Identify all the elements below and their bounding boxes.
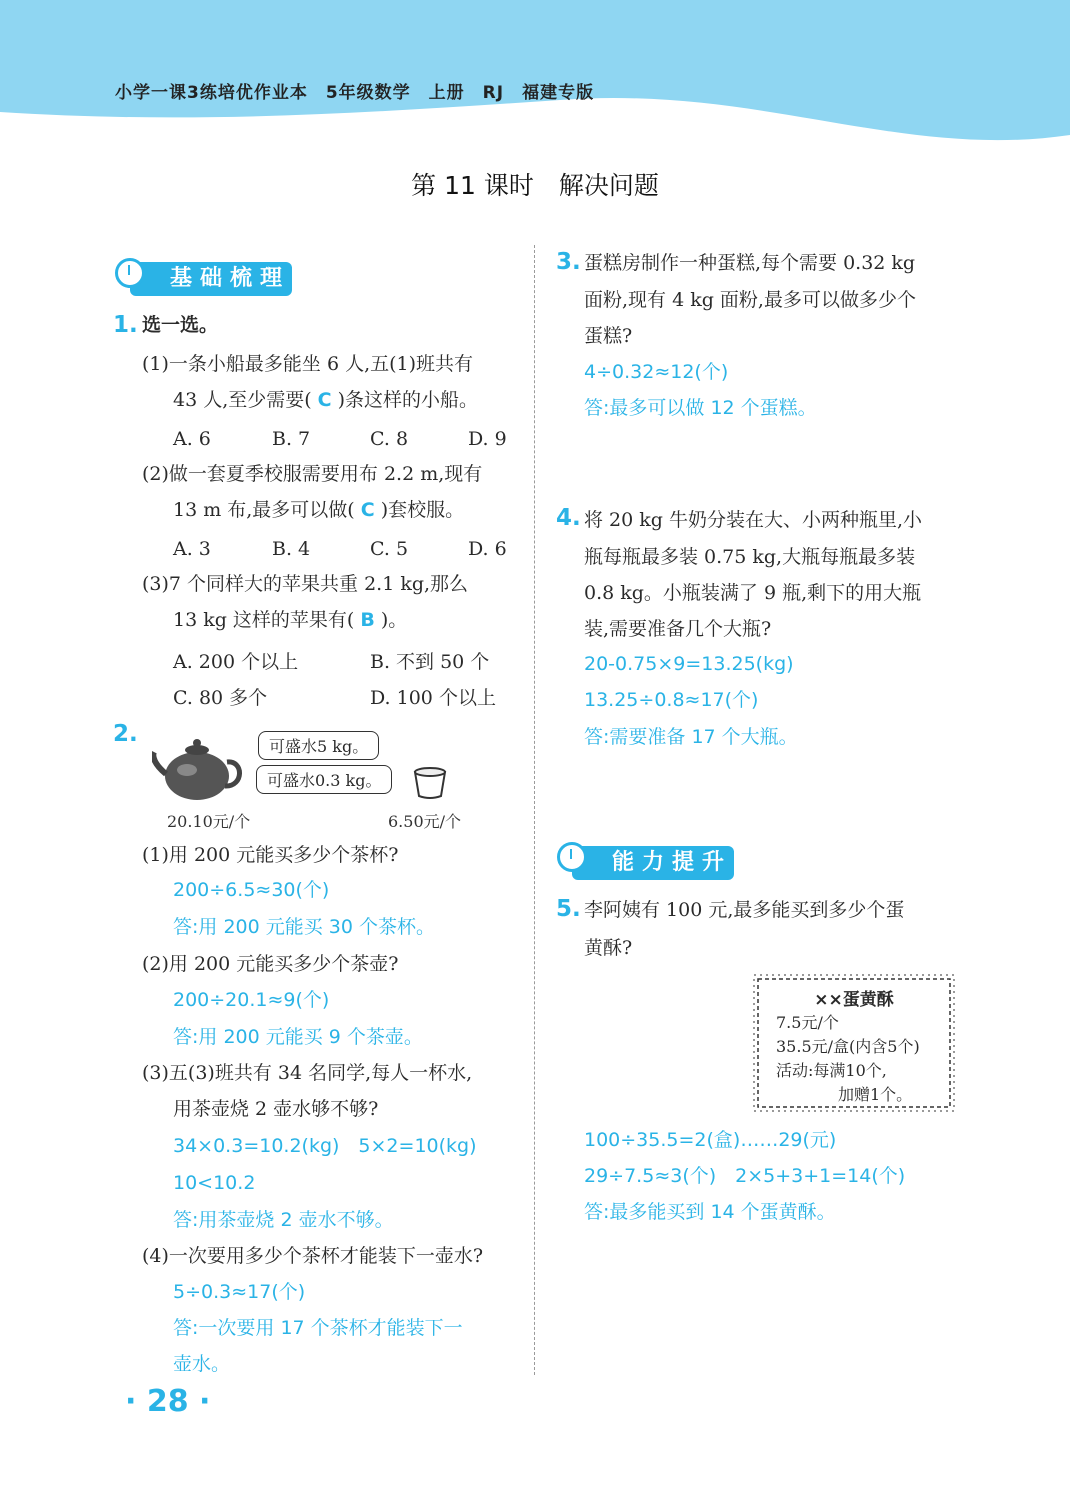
stamp-promo-bonus: 加赠1个。 — [838, 1085, 913, 1104]
option: D. 6 — [468, 538, 507, 560]
option: C. 80 多个 — [173, 687, 268, 709]
option: C. 5 — [370, 538, 409, 560]
q3-line3: 蛋糕? — [584, 325, 633, 347]
teapot-capacity-bubble: 可盛水5 kg。 — [258, 731, 379, 760]
clock-icon — [115, 258, 145, 288]
section-badge-advanced: 能力提升 — [572, 846, 734, 880]
question-number: 3. — [556, 249, 581, 275]
q5-line2: 黄酥? — [584, 937, 633, 959]
stamp-title: ××蛋黄酥 — [814, 990, 894, 1010]
q4-calc2: 13.25÷0.8≈17(个) — [584, 689, 759, 711]
stamp-unit-price: 7.5元/个 — [776, 1013, 839, 1032]
teapot-price: 20.10元/个 — [167, 812, 251, 831]
q2-3-answer: 答:用茶壶烧 2 壶水不够。 — [173, 1209, 394, 1231]
q1-2-line1: (2)做一套夏季校服需要用布 2.2 m,现有 — [142, 463, 483, 485]
q2-2-question: (2)用 200 元能买多少个茶壶? — [142, 953, 399, 975]
q1-1-line1: (1)一条小船最多能坐 6 人,五(1)班共有 — [142, 353, 474, 375]
q4-answer: 答:需要准备 17 个大瓶。 — [584, 726, 798, 748]
q2-2-answer: 答:用 200 元能买 9 个茶壶。 — [173, 1026, 423, 1048]
option: B. 4 — [272, 538, 311, 560]
q5-calc1: 100÷35.5=2(盒)……29(元) — [584, 1129, 837, 1151]
q1-2-line2: 13 m 布,最多可以做( C )套校服。 — [173, 499, 465, 521]
q2-3-line2: 用茶壶烧 2 壶水够不够? — [173, 1098, 379, 1120]
option: D. 9 — [468, 428, 507, 450]
q3-calc: 4÷0.32≈12(个) — [584, 361, 729, 383]
question-number: 5. — [556, 896, 581, 922]
option: D. 100 个以上 — [370, 687, 496, 709]
option: A. 200 个以上 — [173, 651, 299, 673]
q5-line1: 李阿姨有 100 元,最多能买到多少个蛋 — [584, 899, 905, 921]
option: C. 8 — [370, 428, 409, 450]
q3-line2: 面粉,现有 4 kg 面粉,最多可以做多少个 — [584, 289, 916, 311]
question-number: 2. — [113, 721, 138, 747]
answer-choice: B — [360, 609, 375, 631]
teapot-icon — [152, 732, 247, 808]
q5-calc2: 29÷7.5≈3(个) 2×5+3+1=14(个) — [584, 1165, 906, 1187]
teacup-icon — [412, 766, 448, 804]
q4-calc1: 20-0.75×9=13.25(kg) — [584, 653, 794, 675]
q1-1-line2: 43 人,至少需要( C )条这样的小船。 — [173, 389, 479, 411]
stamp-promo: 活动:每满10个, — [776, 1061, 887, 1080]
clock-icon — [557, 842, 587, 872]
question-number: 1. — [113, 312, 138, 338]
q4-line4: 装,需要准备几个大瓶? — [584, 618, 772, 640]
q2-3-line1: (3)五(3)班共有 34 名同学,每人一杯水, — [142, 1062, 473, 1084]
column-divider — [534, 245, 535, 1375]
cup-capacity-bubble: 可盛水0.3 kg。 — [256, 765, 392, 794]
page-number: · 28 · — [125, 1384, 211, 1419]
answer-choice: C — [360, 499, 375, 521]
q3-line1: 蛋糕房制作一种蛋糕,每个需要 0.32 kg — [584, 252, 916, 274]
option: A. 6 — [173, 428, 211, 450]
q2-4-answer-line2: 壶水。 — [173, 1353, 231, 1375]
stamp-box-price: 35.5元/盒(内含5个) — [776, 1037, 920, 1056]
option: A. 3 — [173, 538, 211, 560]
q2-1-answer: 答:用 200 元能买 30 个茶杯。 — [173, 916, 436, 938]
q2-1-question: (1)用 200 元能买多少个茶杯? — [142, 844, 399, 866]
price-tag-stamp — [752, 973, 956, 1113]
option: B. 7 — [272, 428, 311, 450]
q2-3-calc2: 10<10.2 — [173, 1172, 256, 1194]
series-title: 小学一课3练培优作业本 5年级数学 上册 RJ 福建专版 — [115, 83, 595, 103]
q2-3-calc1: 34×0.3=10.2(kg) 5×2=10(kg) — [173, 1135, 477, 1157]
q2-1-calc: 200÷6.5≈30(个) — [173, 879, 330, 901]
option: B. 不到 50 个 — [370, 651, 490, 673]
q1-3-line1: (3)7 个同样大的苹果共重 2.1 kg,那么 — [142, 573, 469, 595]
q2-4-calc: 5÷0.3≈17(个) — [173, 1281, 306, 1303]
question-number: 4. — [556, 505, 581, 531]
q2-2-calc: 200÷20.1≈9(个) — [173, 989, 330, 1011]
q3-answer: 答:最多可以做 12 个蛋糕。 — [584, 397, 817, 419]
question-title: 选一选。 — [142, 314, 219, 336]
section-badge-basic: 基础梳理 — [130, 262, 292, 296]
q4-line1: 将 20 kg 牛奶分装在大、小两种瓶里,小 — [584, 509, 923, 531]
q2-4-question: (4)一次要用多少个茶杯才能装下一壶水? — [142, 1245, 484, 1267]
cup-price: 6.50元/个 — [388, 812, 462, 831]
q2-4-answer-line1: 答:一次要用 17 个茶杯才能装下一 — [173, 1317, 463, 1339]
q5-answer: 答:最多能买到 14 个蛋黄酥。 — [584, 1201, 836, 1223]
q1-3-line2: 13 kg 这样的苹果有( B )。 — [173, 609, 408, 631]
q4-line2: 瓶每瓶最多装 0.75 kg,大瓶每瓶最多装 — [584, 546, 916, 568]
answer-choice: C — [317, 389, 332, 411]
lesson-title: 第 11 课时 解决问题 — [411, 171, 659, 200]
q4-line3: 0.8 kg。小瓶装满了 9 瓶,剩下的用大瓶 — [584, 582, 922, 604]
